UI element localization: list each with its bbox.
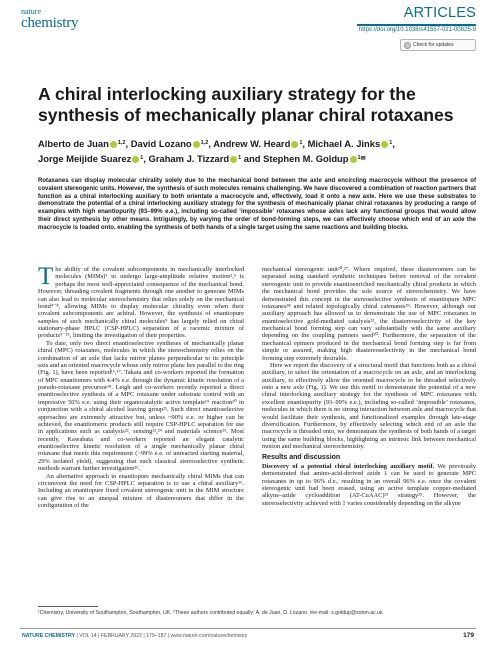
author-affiliation: 1 — [140, 155, 144, 161]
doi-link[interactable]: https://doi.org/10.1038/s41557-021-00825-9 — [358, 27, 476, 33]
paragraph — [262, 463, 476, 507]
header-rule — [357, 24, 476, 26]
journal-logo[interactable] — [21, 8, 78, 31]
orcid-icon[interactable] — [132, 156, 139, 163]
author-separator: , — [208, 138, 214, 149]
author-name[interactable]: Stephen M. Goldup — [263, 153, 349, 164]
author-list — [38, 136, 478, 166]
logo-chemistry: chemistry — [21, 15, 79, 31]
body-column-left — [38, 263, 244, 509]
paragraph: Here we report the discovery of a structural motif that functions both as a chiral auxiliary, to select the orientation of a macrocycle on an axle, and an interlocking auxiliary, to effectively allow the oriented macrocycle to be threaded selectively onto a new axle (Fig. 1). We use this motif to demonstrate the potential of a new chiral interlocking auxiliary strategy for the synthesis of MPC rotaxanes with excellent enantiopurity (93–99% e.e.), including so-called ‘impossible’ rotaxanes, molecules in which there is no strong interaction between axle and macrocycle that would facilitate their synthesis, and functionalized examples through late-stage diversification. Furthermore, by effectively selecting which end of an axle the macrocycle is threaded onto, we demonstrate the synthesis of both hands of a target using the same building blocks, highlighting an intrinsic link between mechanical motion and mechanical stereochemistry. — [262, 361, 476, 450]
dropcap: T — [38, 263, 54, 290]
author-affiliation: 1,2 — [200, 140, 209, 146]
author-affiliation: 1 — [238, 155, 242, 161]
subsection-heading: Discovery of a potential chiral interlocking auxiliary motif. — [262, 462, 435, 470]
footer-rule — [20, 628, 476, 629]
paragraph-text: he ability of the covalent subcomponents in mechanically interlocked molecules (MIMs)¹ to undergo large-amplitude relative motion²,³ is perhaps the most well-appreciated consequence of the mechanical bond. However, threading covalent fragments through one another to generate MIMs can also lead to molecular stereochemistry that relies solely on the mechanical bond⁴⁻⁸, allowing MIMs to display molecular chirality even when their covalent subcomponents are achiral. However, the synthesis of enantiopure samples of such mechanically chiral molecules⁹ has largely relied on chiral stationary-phase HPLC (CSP-HPLC) separation of a racemic mixture of products⁹⁻¹⁵, limiting the investigation of their properties. — [38, 266, 244, 340]
check-updates-label: Check for updates — [413, 42, 454, 48]
orcid-icon[interactable] — [110, 141, 117, 148]
paragraph-text: We previously demonstrated that amino-acid-derived azide 1 can be used to generate MPC rotaxanes in up to 96% d.e., resulting in an overall 96% e.e. once the covalent stereogenic unit had been erased, using an active template copper-mediated alkyne–azide cycloaddition (AT-CuAAC)³¹ strategy²⁹. However, the stereoselectivity achieved with 1 varies considerably depending on the alkyne — [262, 462, 476, 507]
author-affiliation: 1,2 — [117, 140, 126, 146]
body-column-right — [262, 266, 476, 507]
paragraph: An alternative approach to enantiopure mechanically chiral MIMs that can circumvent the need for CSP-HPLC separation is to use a chiral auxiliary¹⁶. Including an enantiopure fixed covalent stereogenic unit in the MIM structure can give rise to an unequal mixture of diastereomers that differ in the configuration of the — [38, 472, 244, 509]
footer-journal-name: NATURE CHEMISTRY — [22, 633, 76, 639]
page-number: 179 — [463, 632, 474, 639]
check-updates-button[interactable] — [400, 39, 476, 51]
author-separator: , — [392, 138, 395, 149]
corresponding-mail-icon[interactable]: ✉ — [360, 156, 366, 162]
section-label: ARTICLES — [403, 5, 476, 21]
orcid-icon[interactable] — [350, 156, 357, 163]
author-affiliation: 1 — [299, 140, 303, 146]
footnote: ¹Chemistry, University of Southampton, Southampton, UK. ²These authors contributed equally: A. de Juan, D. Lozano. ✉e-mail: s.goldup@soton.ac.uk — [38, 610, 383, 616]
author-separator: , — [125, 138, 131, 149]
author-separator: , — [302, 138, 308, 149]
author-name[interactable]: Michael A. Jinks — [307, 138, 381, 149]
author-name[interactable]: Jorge Meijide Suarez — [38, 153, 132, 164]
paragraph: mechanical stereogenic unit²⁰,²⁷. Where required, these diastereomers can be separated using standard synthetic techniques before removal of the covalent stereogenic unit to provide enantioenriched mechanically chiral products in which the mechanical bond provides the sole source of stereochemistry. We have demonstrated this concept in the stereoselective synthesis of enantiopure MPC rotaxanes²⁸ and related topologically chiral catenanes²⁹. However, although our auxiliary approach has allowed us to demonstrate the use of MPC rotaxanes in enantioselective gold-mediated catalysis²², the diastereoselectivity of the key mechanical bond forming step can vary substantially with the same auxiliary depending on the coupling partners used³⁰. Furthermore, the separation of the mechanical epimers produced in the mechanical bond forming step is far from simple or assured, making high diastereoselectivity in the mechanical bond forming step extremely desirable. — [262, 266, 476, 362]
author-affiliation: 1 — [389, 140, 393, 146]
paragraph — [38, 263, 244, 340]
article-title: A chiral interlocking auxiliary strategy for the synthesis of mechanically planar chiral rotaxanes — [38, 84, 454, 125]
paragraph: To date, only two direct enantioselective syntheses of mechanically planar chiral (MPC) rotaxanes, molecules in which the stereochemistry relies on the combination of an axle that lacks mirror planes perpendicular to its principle axis and an oriented macrocycle whose only mirror plane lies parallel to the ring (Fig. 1), have been reported¹⁶,¹⁷. Takata and co-workers reported the formation of MPC enantiomers with 4.4% e.e. through the dynamic kinetic resolution of a pseudo-rotaxane precursor¹⁸. Leigh and co-workers recently reported a direct enantioselective synthesis of a MPC rotaxane under substrate control with an impressive 50% e.e. using their organocatalytic active template¹⁹ reaction²⁰ in conjunction with a chiral alcohol leaving group²¹. Such direct enantioselective approaches are extremely attractive but, unless ~90% e.e. or higher can be achieved, the enantiomeric products still require CSP-HPLC separation for use in applications such as catalysis²², sensing²³,²⁴ and materials science²⁵. Most recently, Kawabata and co-workers reported an elegant catalytic enantioselective kinetic resolution of a single mechanically planar chiral rotaxane that meets this requirement (>99% e.e. of unreacted starting material, 29% isolated yield), suggesting that such classical stereoselective synthetic methods warrant further investigation²⁶. — [38, 339, 244, 473]
author-affiliation: 1 — [357, 155, 361, 161]
section-heading: Results and discussion — [262, 454, 341, 462]
author-name[interactable]: Andrew W. Heard — [213, 138, 291, 149]
author-name[interactable]: Graham J. Tizzard — [148, 153, 230, 164]
author-name[interactable]: David Lozano — [130, 138, 192, 149]
author-separator: and — [241, 153, 264, 164]
check-updates-icon — [404, 42, 411, 49]
footer-issue[interactable]: | VOL 14 | FEBRUARY 2022 | 179–187 | www.nature.com/naturechemistry — [75, 633, 248, 639]
orcid-icon[interactable] — [193, 141, 200, 148]
footnote-rule — [38, 606, 98, 607]
abstract: Rotaxanes can display molecular chirality solely due to the mechanical bond between the axle and encircling macrocycle without the presence of covalent stereogenic units. However, the synthesis of such molecules remains challenging. We have discovered a combination of reaction partners that function as a chiral interlocking auxiliary to both orientate a macrocycle and, effectively, load it onto a new axle. Here we use these substrates to demonstrate the potential of a chiral interlocking auxiliary strategy for the synthesis of mechanically planar chiral rotaxanes by producing a range of examples with high enantiopurity (93–99% e.e.), including so-called ‘impossible’ rotaxanes whose axles lack any functional groups that would allow their direct synthesis by other means. Intriguingly, by varying the order of bond-forming steps, we can effectively choose which end of an axle the macrocycle is loaded onto, enabling the synthesis of both hands of a single target using the same reactions and building blocks. — [38, 178, 476, 231]
author-name[interactable]: Alberto de Juan — [38, 138, 109, 149]
logo-nature: nature — [21, 7, 41, 16]
orcid-icon[interactable] — [381, 141, 388, 148]
author-separator: , — [143, 153, 149, 164]
orcid-icon[interactable] — [230, 156, 237, 163]
footer-journal-info — [22, 633, 247, 639]
orcid-icon[interactable] — [291, 141, 298, 148]
